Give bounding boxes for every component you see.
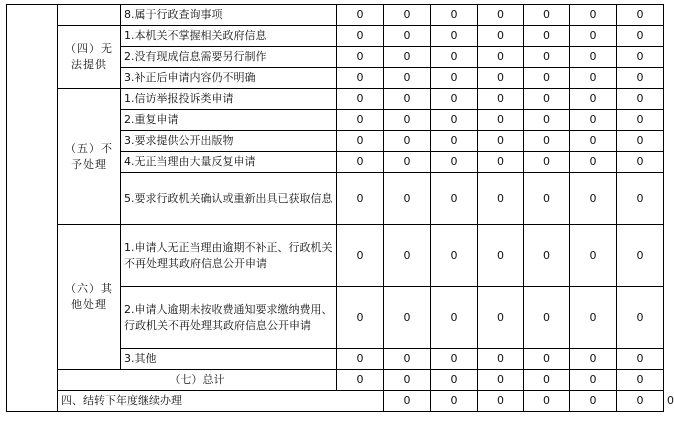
value-cell: 0: [337, 225, 384, 287]
value-cell: 0: [524, 391, 570, 412]
value-cell: 0: [384, 370, 431, 391]
value-cell: 0: [337, 5, 384, 26]
value-cell: 0: [478, 287, 524, 349]
value-cell: 0: [478, 5, 524, 26]
value-cell: 0: [524, 26, 570, 47]
value-cell: 0: [570, 47, 617, 68]
value-cell: 0: [337, 173, 384, 225]
value-cell: 0: [524, 131, 570, 152]
value-cell: 0: [617, 131, 664, 152]
blank-category-cell: [58, 5, 121, 26]
value-cell: 0: [570, 89, 617, 110]
value-cell: 0: [478, 47, 524, 68]
value-cell: 0: [617, 152, 664, 173]
item-label: 2.没有现成信息需要另行制作: [121, 47, 337, 68]
value-cell: 0: [384, 391, 431, 412]
value-cell: 0: [431, 152, 478, 173]
category-label: （五）不予处理: [58, 89, 121, 225]
value-cell: 0: [570, 349, 617, 370]
value-cell: 0: [337, 152, 384, 173]
value-cell: 0: [524, 5, 570, 26]
value-cell: 0: [337, 47, 384, 68]
item-label: 1.申请人无正当理由逾期不补正、行政机关不再处理其政府信息公开申请: [121, 225, 337, 287]
statistics-table: [6, 4, 674, 412]
value-cell: 0: [524, 110, 570, 131]
value-cell: 0: [478, 131, 524, 152]
item-label: 2.重复申请: [121, 110, 337, 131]
value-cell: 0: [384, 225, 431, 287]
item-label: 1.本机关不掌握相关政府信息: [121, 26, 337, 47]
value-cell: 0: [384, 89, 431, 110]
value-cell: 0: [431, 370, 478, 391]
table-row: [7, 225, 664, 287]
carryover-label: 四、结转下年度继续办理: [58, 391, 384, 412]
value-cell: 0: [431, 225, 478, 287]
value-cell: 0: [478, 225, 524, 287]
total-label: （七）总计: [58, 370, 337, 391]
value-cell: 0: [384, 68, 431, 89]
value-cell: 0: [617, 287, 664, 349]
item-label: 3.其他: [121, 349, 337, 370]
item-label: 3.补正后申请内容仍不明确: [121, 68, 337, 89]
value-cell: 0: [617, 370, 664, 391]
value-cell: 0: [431, 5, 478, 26]
table-row: [7, 89, 664, 110]
value-cell: 0: [431, 287, 478, 349]
value-cell: 0: [478, 26, 524, 47]
value-cell: 0: [617, 47, 664, 68]
value-cell: 0: [570, 391, 617, 412]
value-cell: 0: [431, 26, 478, 47]
value-cell: 0: [384, 287, 431, 349]
value-cell: 0: [617, 68, 664, 89]
item-label: 8.属于行政查询事项: [121, 5, 337, 26]
value-cell: 0: [570, 152, 617, 173]
value-cell: 0: [524, 287, 570, 349]
value-cell: 0: [384, 26, 431, 47]
value-cell: 0: [617, 173, 664, 225]
carryover-row: 四、结转下年度继续办理 0 0 0 0 0 0 0: [7, 391, 664, 412]
value-cell: 0: [478, 110, 524, 131]
value-cell: 0: [570, 26, 617, 47]
value-cell: 0: [431, 68, 478, 89]
value-cell: 0: [478, 152, 524, 173]
value-cell: 0: [384, 110, 431, 131]
value-cell: 0: [337, 89, 384, 110]
value-cell: 0: [478, 349, 524, 370]
value-cell: 0: [431, 173, 478, 225]
value-cell: 0: [337, 131, 384, 152]
total-row: [7, 370, 664, 391]
value-cell: 0: [337, 287, 384, 349]
value-cell: 0: [617, 349, 664, 370]
item-label: 1.信访举报投诉类申请: [121, 89, 337, 110]
value-cell: 0: [384, 349, 431, 370]
value-cell: 0: [431, 131, 478, 152]
value-cell: 0: [617, 225, 664, 287]
value-cell: 0: [337, 370, 384, 391]
item-label: 5.要求行政机关确认或重新出具已获取信息: [121, 173, 337, 225]
value-cell: 0: [384, 152, 431, 173]
value-cell: 0: [617, 391, 664, 412]
outer-blank-cell: [7, 5, 58, 412]
value-cell: 0: [478, 391, 524, 412]
value-cell: 0: [524, 89, 570, 110]
value-cell: 0: [570, 225, 617, 287]
table-row: [7, 5, 664, 26]
value-cell: 0: [524, 152, 570, 173]
value-cell: 0: [617, 89, 664, 110]
table-row: [7, 26, 664, 47]
value-cell: 0: [570, 370, 617, 391]
value-cell: 0: [337, 68, 384, 89]
value-cell: 0: [431, 89, 478, 110]
value-cell: 0: [570, 68, 617, 89]
value-cell: 0: [384, 173, 431, 225]
category-label: （四）无法提供: [58, 26, 121, 89]
value-cell: 0: [570, 287, 617, 349]
value-cell: 0: [384, 5, 431, 26]
value-cell: 0: [570, 5, 617, 26]
item-label: 4.无正当理由大量反复申请: [121, 152, 337, 173]
value-cell: 0: [431, 391, 478, 412]
value-cell: 0: [617, 5, 664, 26]
value-cell: 0: [384, 131, 431, 152]
category-label: （六）其他处理: [58, 225, 121, 370]
value-cell: 0: [431, 110, 478, 131]
item-label: 2.申请人逾期未按收费通知要求缴纳费用、行政机关不再处理其政府信息公开申请: [121, 287, 337, 349]
value-cell: 0: [384, 47, 431, 68]
value-cell: 0: [337, 349, 384, 370]
value-cell: 0: [478, 173, 524, 225]
value-cell: 0: [524, 47, 570, 68]
value-cell: 0: [478, 68, 524, 89]
value-cell: 0: [431, 349, 478, 370]
value-cell: 0: [570, 110, 617, 131]
value-cell: 0: [524, 68, 570, 89]
value-cell: 0: [337, 110, 384, 131]
item-label: 3.要求提供公开出版物: [121, 131, 337, 152]
value-cell: 0: [431, 47, 478, 68]
value-cell: 0: [570, 131, 617, 152]
value-cell: 0: [337, 26, 384, 47]
value-cell: 0: [478, 89, 524, 110]
value-cell: 0: [524, 370, 570, 391]
value-cell: 0: [478, 370, 524, 391]
value-cell: 0: [617, 110, 664, 131]
value-cell: 0: [617, 26, 664, 47]
value-cell: 0: [570, 173, 617, 225]
value-cell: 0: [524, 225, 570, 287]
value-cell: 0: [524, 349, 570, 370]
value-cell: 0: [524, 173, 570, 225]
